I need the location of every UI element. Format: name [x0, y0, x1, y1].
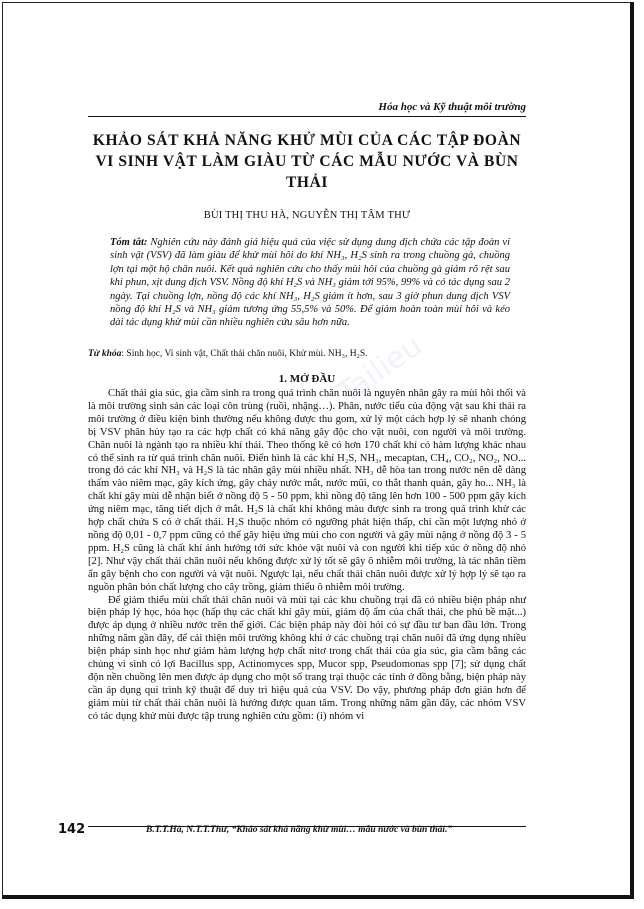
- page-number: 142: [58, 822, 86, 837]
- footer-citation: B.T.T.Hà, N.T.T.Thư, “Khảo sát khả năng khử mùi… mẫu nước và bùn thải.”: [146, 825, 453, 835]
- body-text: [88, 388, 526, 724]
- keywords: [88, 348, 526, 360]
- section-heading: 1. MỞ ĐẦU: [278, 373, 336, 385]
- keywords-label: Từ khóa: [88, 349, 122, 359]
- abstract: [110, 236, 510, 330]
- watermark: Tailieu: [331, 328, 429, 411]
- article-authors: BÙI THỊ THU HÀ, NGUYỄN THỊ TÂM THƯ: [203, 210, 411, 221]
- abstract-text: Nghiên cứu này đánh giá hiệu quả của việc sử dụng dung dịch chứa các tập đoàn vi sinh vật (VSV) đã làm giàu để khử mùi hôi do khí NH₃, H₂S sinh ra trong chuồng gà, chuồng lợn tại một hộ chăn nuôi. Kết quả nghiên cứu cho thấy mùi hôi của chuồng gà giảm rõ rệt sau khi phun, xịt dung dịch VSV. Nồng độ khí H₂S và NH₃ giảm tới 95%, 99% và có tác dụng sau 2 ngày. Tại chuồng lợn, nồng độ các khí NH₃, H₂S giảm ít hơn, sau 3 giờ phun dung dịch VSV nồng độ khí H₂S và NH₃ giảm tương ứng 55,5% và 50%. Để giảm hoàn toàn mùi hôi và kéo dài tác dụng khử mùi cần nhiều nghiên cứu sâu hơn nữa.: [110, 237, 511, 329]
- article-title: KHẢO SÁT KHẢ NĂNG KHỬ MÙI CỦA CÁC TẬP ĐOÀN VI SINH VẬT LÀM GIÀU TỪ CÁC MẪU NƯỚC VÀ BÙN THẢI: [92, 132, 522, 191]
- paragraph: Để giảm thiểu mùi chất thải chăn nuôi và mùi tại các khu chuồng trại đã có nhiều biện pháp như biện pháp lý học, hóa học (hấp thụ các chất khí gây mùi, giảm độ ẩm của chất thải, che phủ bề mặt...) được áp dụng ở nhiều nước trên thế giới. Các biện pháp này đòi hỏi có sự đầu tư ban đầu lớn. Trong những năm gần đây, để cải thiện môi trường không khí ở các chuồng trại chăn nuôi đã ứng dụng nhiều biện pháp sinh học như giảm hàm lượng hợp chất nitơ trong chất thải của gia súc, gia cầm bằng các chủng vi sinh có lợi Bacillus spp, Actinomyces spp, Mucor spp, Pseudomonas spp [7]; sử dụng chất độn nền chuồng lên men được áp dụng cho một số trang trại thuộc các tỉnh ở đồng bằng, biện pháp này cần áp dụng qui trình kỹ thuật để duy trì hiệu quả của VSV. Do vậy, phương pháp đơn giản hơn để giảm mùi từ chất thải chăn nuôi là hướng được quan tâm. Trong những năm gần đây, các nhóm VSV có tác dụng khử mùi được tập trung nghiên cứu gồm: (i) nhóm vi: [88, 594, 526, 722]
- paragraph: Chất thải gia súc, gia cầm sinh ra trong quá trình chăn nuôi là nguyên nhân gây ra mùi hôi thối và là môi trường sinh sản các loại côn trùng (ruồi, nhặng…). Phân, nước tiểu của động vật sau khi thải ra môi trường ở điều kiện bình thường nếu không được thu gom, xử lý một cách hợp lý sẽ nhanh chóng bị VSV phân hủy tạo ra các hợp chất có khả năng gây độc cho vật nuôi, con người và môi trường. Chăn nuôi là ngành tạo ra nhiều khí thải. Theo thống kê có hơn 170 chất khí có hàm lượng khác nhau có thể sinh ra từ quá trình chăn nuôi. Điển hình là các khí H₂S, NH₃, mecaptan, CH₄, CO₂, NO₂, NO... trong đó các khí NH₃ và H₂S là tác nhân gây mùi nhiều nhất. NH₃ dễ hòa tan trong nước nên dễ dàng thấm vào niêm mạc, gây kích ứng, gây chảy nước mắt, nước mũi, co thắt thanh quản, gây ho... NH₃ là chất khí gây mùi dễ nhận biết ở nồng độ 5 - 50 ppm, khi nồng độ tăng lên hơn 100 - 500 ppm gây kích ứng niêm mạc, tăng tiết dịch ở mắt. H₂S là chất khí không màu được sinh ra trong quá trình khử các hợp chất chứa S có ở chất thải. H₂S thuộc nhóm có ngưỡng phát hiện thấp, chỉ cần một lượng nhỏ ở nồng độ 0,01 - 0,7 ppm cũng có thể gây hiệu ứng mùi cho con người và gây mùi nặng ở nồng độ 3 - 5 ppm. H₂S cũng là chất khí ảnh hưởng tới sức khỏe vật nuôi và con người khi tiếp xúc ở nồng độ nhỏ [2]. Như vậy chất thải chăn nuôi nếu không được xử lý tốt sẽ gây ô nhiễm môi trường, là tác nhân tiềm ẩn gây bệnh cho con người và vật nuôi. Ngược lại, nếu chất thải chăn nuôi được xử lý hợp lý sẽ tạo ra nguồn phân bón chất lượng cho cây trồng, giảm thiểu ô nhiễm môi trường.: [88, 388, 526, 593]
- header-rule: [88, 116, 526, 117]
- journal-section-header: Hóa học và Kỹ thuật môi trường: [378, 101, 526, 113]
- abstract-label: Tóm tắt:: [110, 237, 148, 248]
- keywords-text: : Sinh học, Vi sinh vật, Chất thải chăn nuôi, Khử mùi. NH₃, H₂S.: [121, 349, 368, 359]
